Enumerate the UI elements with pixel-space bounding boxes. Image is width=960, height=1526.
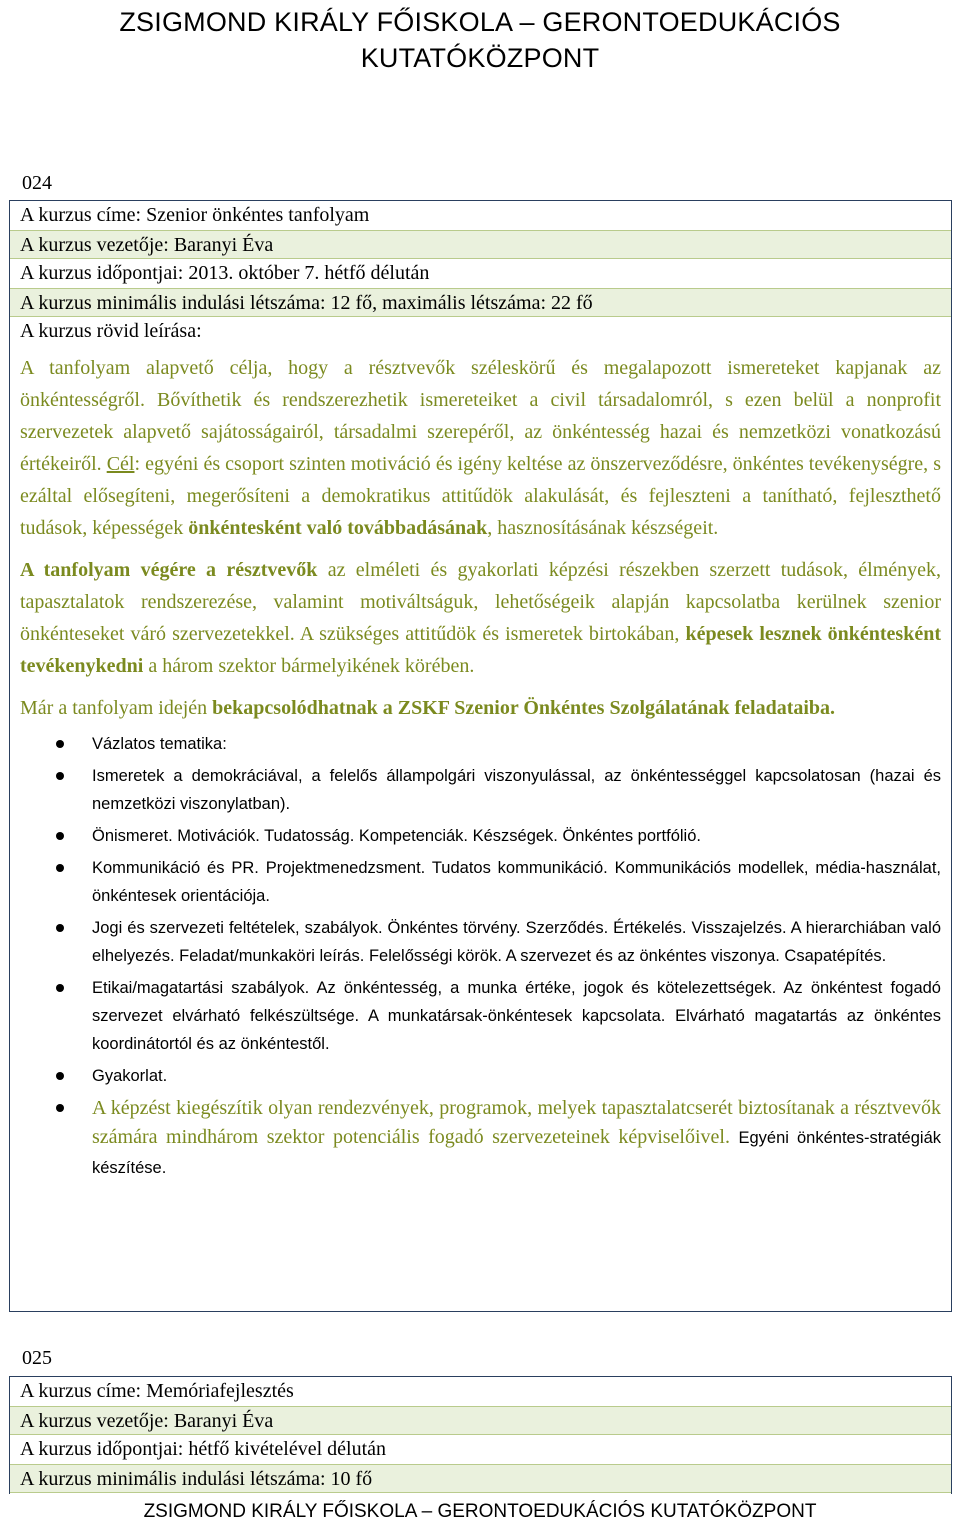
- course-box: [9, 200, 952, 1312]
- bullet-icon: [56, 924, 64, 932]
- bullet-icon: [56, 984, 64, 992]
- course-title: A kurzus címe: Szenior önkéntes tanfolyam: [10, 201, 951, 230]
- list-item: Önismeret. Motivációk. Tudatosság. Kompetenciák. Készségek. Önkéntes portfólió.: [20, 822, 941, 850]
- course-leader: A kurzus vezetője: Baranyi Éva: [10, 230, 951, 259]
- bullet-icon: [56, 864, 64, 872]
- list-item: A képzést kiegészítik olyan rendezvények, programok, melyek tapasztalatcserét biztosítanak a résztvevők számára mindhárom szektor potenciális fogadó szervezeteinek képviselőivel. Egyéni önkéntes-stratégiák készítése.: [20, 1094, 941, 1183]
- page-footer: ZSIGMOND KIRÁLY FŐISKOLA – GERONTOEDUKÁCIÓS KUTATÓKÖZPONT: [143, 1501, 817, 1522]
- course-size: A kurzus minimális indulási létszáma: 10 fő: [10, 1464, 951, 1493]
- bullet-icon: [56, 1104, 64, 1112]
- topics-list: [20, 730, 941, 1183]
- course-title: A kurzus címe: Memóriafejlesztés: [10, 1377, 951, 1406]
- list-item: Gyakorlat.: [20, 1062, 941, 1090]
- course-number: 024: [22, 172, 52, 194]
- course-desc-label: A kurzus rövid leírása:: [10, 317, 951, 346]
- header-line-1: ZSIGMOND KIRÁLY FŐISKOLA – GERONTOEDUKÁCIÓS: [119, 7, 841, 37]
- bullet-icon: [56, 832, 64, 840]
- header-line-2: KUTATÓKÖZPONT: [360, 43, 600, 73]
- list-item: Ismeretek a demokráciával, a felelős állampolgári viszonyulással, az önkéntességgel kapcsolatosan (hazai és nemzetközi viszonylatban).: [20, 762, 941, 818]
- list-item: Vázlatos tematika:: [20, 730, 941, 758]
- bullet-icon: [56, 1072, 64, 1080]
- list-item: Kommunikáció és PR. Projektmenedzsment. Tudatos kommunikáció. Kommunikációs modellek, média-használat, önkéntesek orientációja.: [20, 854, 941, 910]
- course-size: A kurzus minimális indulási létszáma: 12 fő, maximális létszáma: 22 fő: [10, 288, 951, 317]
- bullet-icon: [56, 772, 64, 780]
- course-leader: A kurzus vezetője: Baranyi Éva: [10, 1406, 951, 1435]
- list-item: Jogi és szervezeti feltételek, szabályok. Önkéntes törvény. Szerződés. Értékelés. Visszajelzés. A hierarchiában való elhelyezés. Feladat/munkaköri leírás. Felelősségi körök. A szervezet és az önkéntes viszonya. Csapatépítés.: [20, 914, 941, 970]
- page-header: [0, 4, 960, 76]
- course-box: [9, 1376, 952, 1494]
- bullet-icon: [56, 740, 64, 748]
- description-paragraph-2: A tanfolyam végére a résztvevők az elméleti és gyakorlati képzési részekben szerzett tudások, élmények, tapasztalatok rendszerezése, valamint motiváltságuk, lehetőségeik alapján kapcsolatba kerülnek szenior önkénteseket váró szervezetekkel. A szükséges attitűdök és ismeretek birtokában, képesek lesznek önkéntesként tevékenykedni a három szektor bármelyikének körében.: [20, 559, 942, 677]
- description-paragraph-3: Már a tanfolyam idején bekapcsolódhatnak a ZSKF Szenior Önkéntes Szolgálatának feladataiba.: [20, 697, 836, 719]
- course-number: 025: [22, 1347, 52, 1369]
- course-description: [10, 352, 951, 1183]
- course-dates: A kurzus időpontjai: hétfő kivételével délután: [10, 1435, 951, 1464]
- course-dates: A kurzus időpontjai: 2013. október 7. hétfő délután: [10, 259, 951, 288]
- list-item: Etikai/magatartási szabályok. Az önkéntesség, a munka értéke, jogok és kötelezettségek. Az önkéntest fogadó szervezet elvárható felkészültsége. A munkatársak-önkéntesek kapcsolata. Elvárható magatartás az önkéntes koordinátortól és az önkéntestől.: [20, 974, 941, 1058]
- description-paragraph-1: A tanfolyam alapvető célja, hogy a résztvevők széleskörű és megalapozott ismereteket kapjanak az önkéntességről. Bővíthetik és rendszerezhetik ismereteiket a civil társadalomról, s ezen belül a nonprofit szervezetek alapvető sajátosságairól, társadalmi szerepéről, az önkéntesség hazai és nemzetközi vonatkozású értékeiről. Cél: egyéni és csoport szinten motiváció és igény keltése az önszerveződésre, önkéntes tevékenységre, s ezáltal elősegíteni, megerősíteni a demokratikus attitűdök alakulását, és fejleszteni a tanítható, fejleszthető tudások, képességek önkéntesként való továbbadásának, hasznosításának készségeit.: [20, 357, 941, 539]
